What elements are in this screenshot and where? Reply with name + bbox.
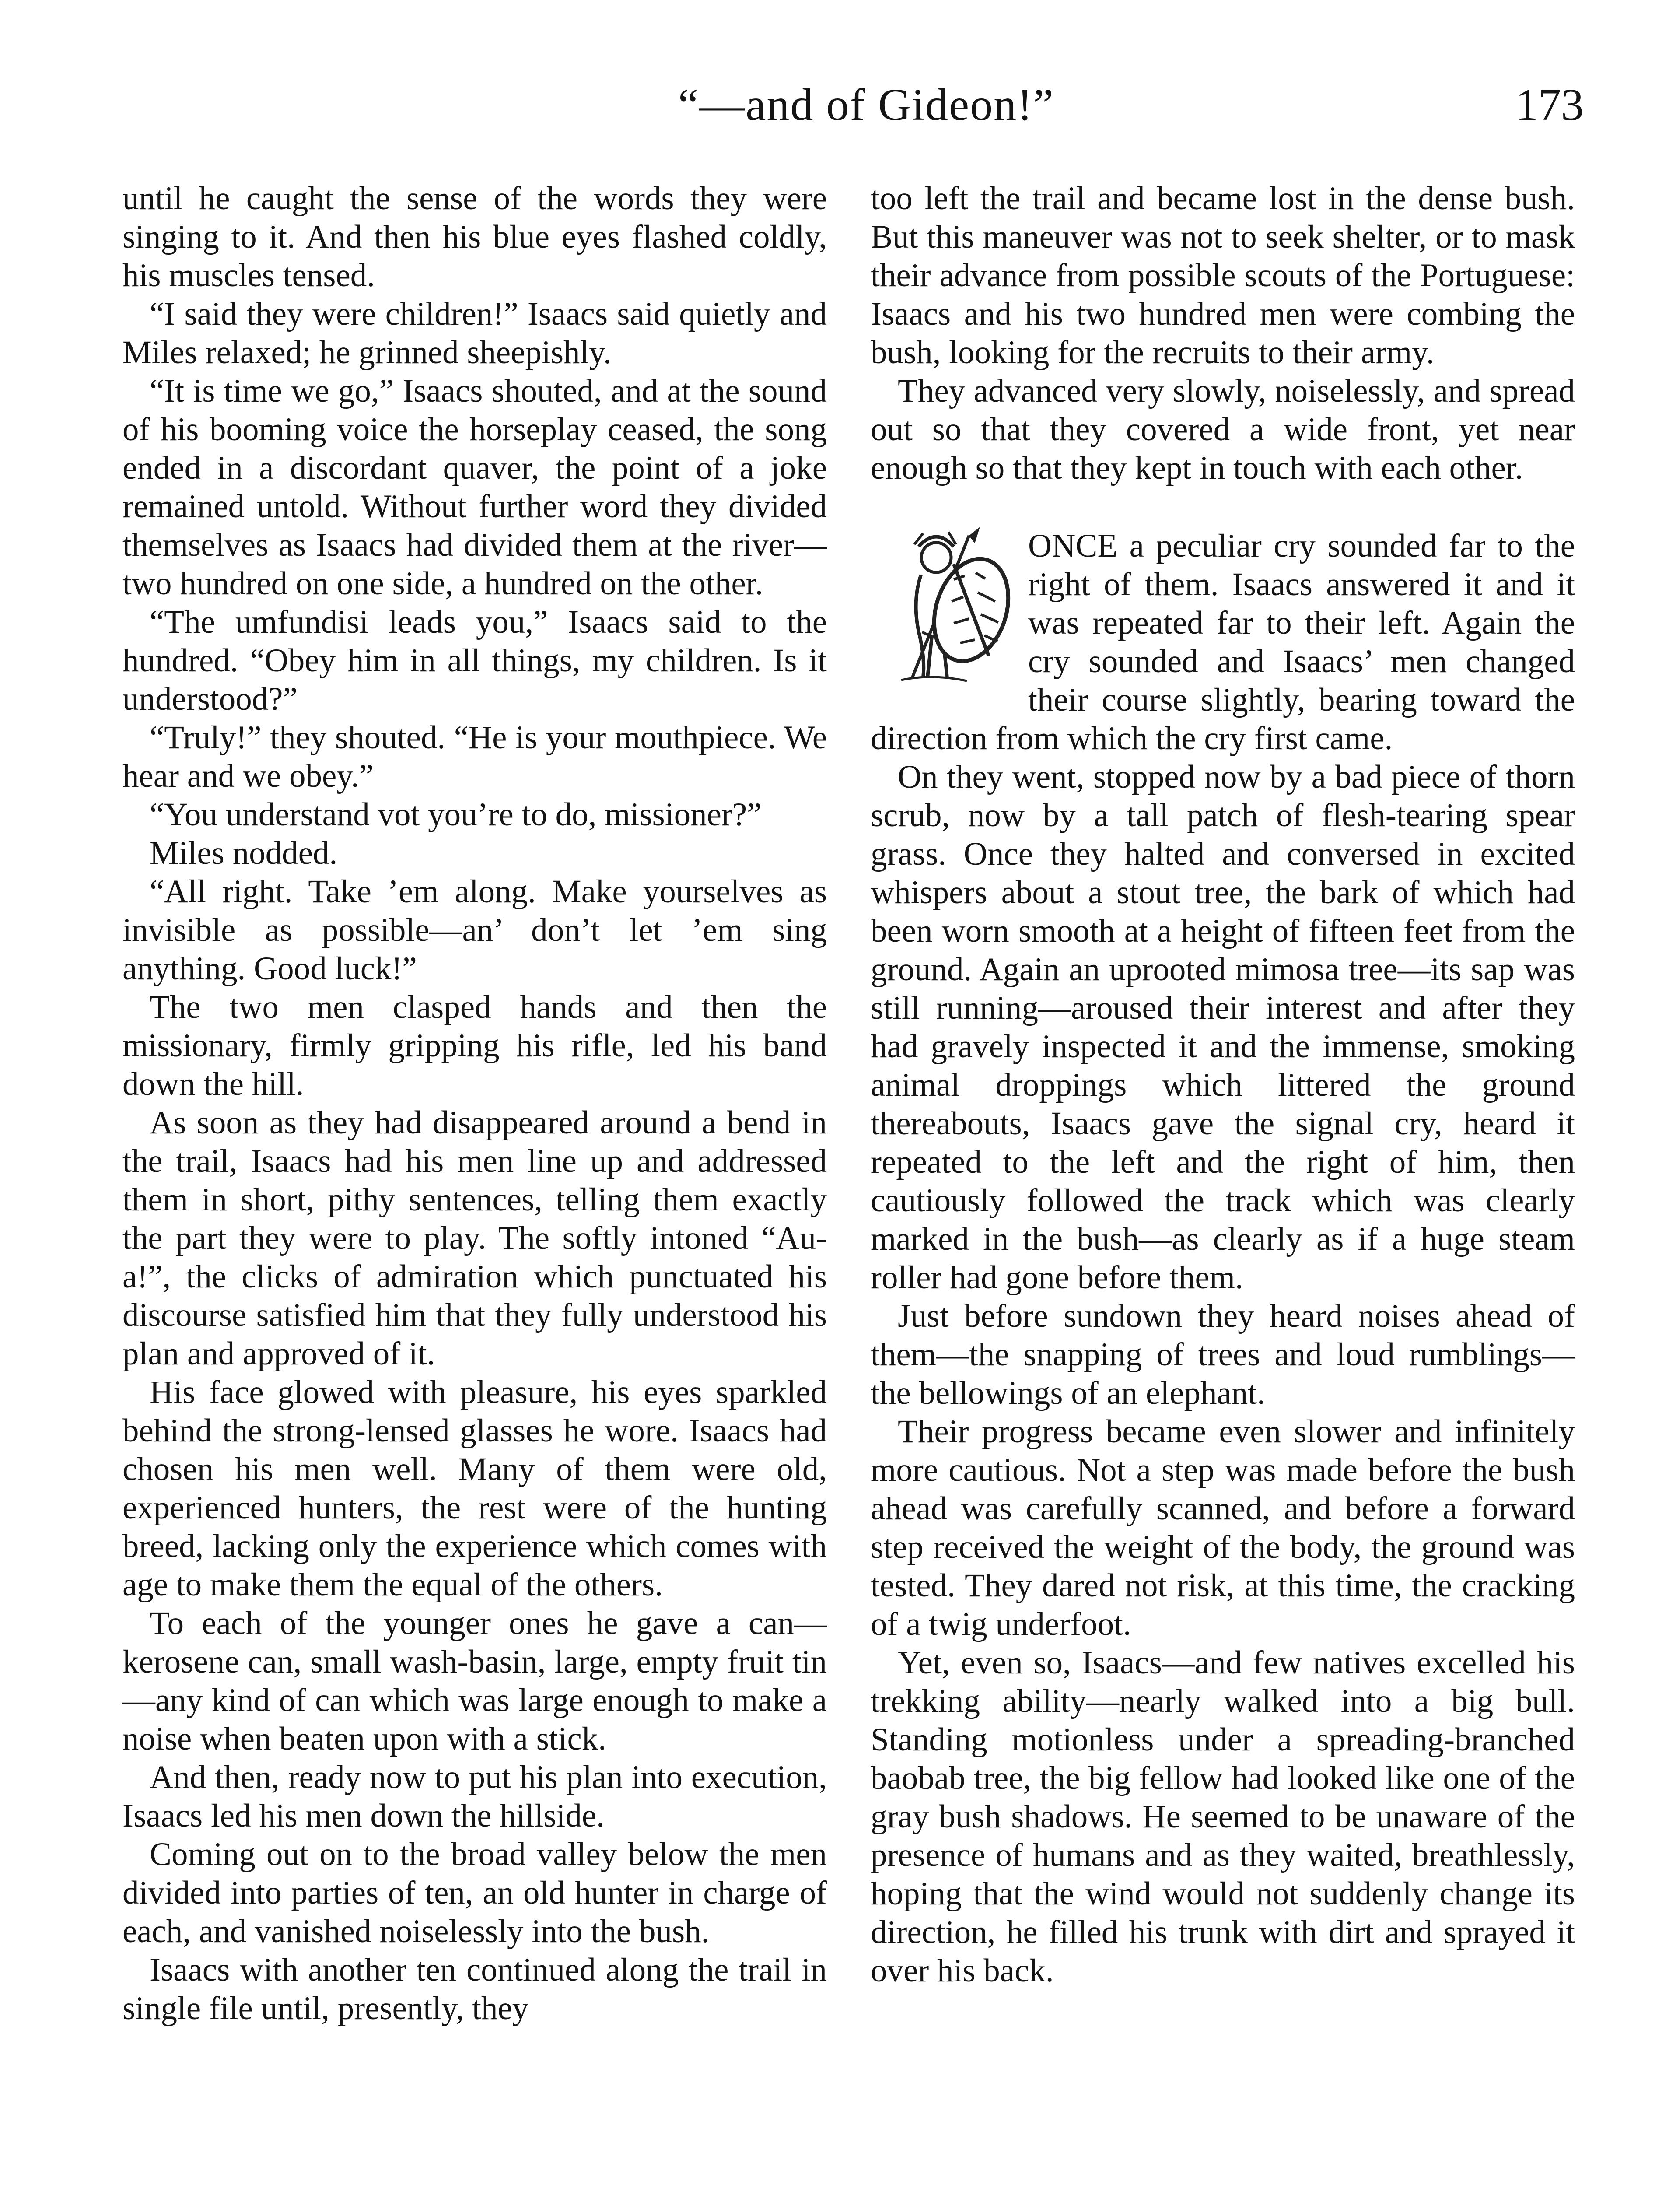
right-column [871, 179, 1575, 1990]
paragraph: And then, ready now to put his plan into execution, Isaacs led his men down the hillside. [122, 1759, 827, 1834]
page-header [0, 79, 1680, 158]
paragraph: To each of the younger ones he gave a can—kerosene can, small wash-basin, large, empty fruit tin—any kind of can which was large enough to make a noise when beaten upon with a stick. [122, 1605, 827, 1757]
page-number: 173 [1516, 80, 1584, 130]
left-column [122, 179, 827, 2028]
paragraph: Miles nodded. [150, 835, 338, 871]
dropcap-paragraph: ONCE a peculiar cry sounded far to the right of them. Isaacs answered it and it was repeated far to their left. Again the cry sounded and Isaacs’ men changed their course slightly, bearing toward the direction from which the cry first came. [871, 528, 1575, 757]
paragraph: His face glowed with pleasure, his eyes sparkled behind the strong-lensed glasses he wore. Isaacs had chosen his men well. Many of them were old, experienced hunters, the rest were of the hunting breed, lacking only the experience which comes with age to make them the equal of the others. [122, 1374, 827, 1603]
paragraph: Isaacs with another ten continued along the trail in single file until, presently, they [122, 1952, 827, 2027]
paragraph: The two men clasped hands and then the missionary, firmly gripping his rifle, led his band down the hill. [122, 989, 827, 1102]
running-title: “—and of Gideon!” [678, 80, 1054, 130]
paragraph: Just before sundown they heard noises ahead of them—the snapping of trees and loud rumblings—the bellowings of an elephant. [871, 1298, 1575, 1411]
paragraph: Yet, even so, Isaacs—and few natives excelled his trekking ability—nearly walked into a big bull. Standing motionless under a spreading-branched baobab tree, the big fellow had looked like one of the gray bush shadows. He seemed to be unaware of the presence of humans and as they waited, breathlessly, hoping that the wind would not suddenly change its direction, he filled his trunk with dirt and sprayed it over his back. [871, 1645, 1575, 1989]
paragraph: “All right. Take ’em along. Make yourselves as invisible as possible—an’ don’t let ’em sing anything. Good luck!” [122, 873, 827, 987]
paragraph: “I said they were children!” Isaacs said quietly and Miles relaxed; he grinned sheepishly. [122, 296, 827, 371]
paragraph: “Truly!” they shouted. “He is your mouthpiece. We hear and we obey.” [122, 719, 827, 794]
warrior-with-shield-icon [871, 527, 1019, 689]
paragraph: until he caught the sense of the words they were singing to it. And then his blue eyes flashed coldly, his muscles tensed. [122, 180, 827, 294]
paragraph: On they went, stopped now by a bad piece of thorn scrub, now by a tall patch of flesh-tearing spear grass. Once they halted and conversed in excited whispers about a stout tree, the bark of which had been worn smooth at a height of fifteen feet from the ground. Again an uprooted mimosa tree—its sap was still running—aroused their interest and after they had gravely inspected it and the immense, smoking animal droppings which littered the ground thereabouts, Isaacs gave the signal cry, heard it repeated to the left and the right of him, then cautiously followed the track which was clearly marked in the bush—as clearly as if a huge steam roller had gone before them. [871, 759, 1575, 1296]
paragraph: Coming out on to the broad valley below the men divided into parties of ten, an old hunter in charge of each, and vanished noiselessly into the bush. [122, 1836, 827, 1950]
paragraph: Their progress became even slower and infinitely more cautious. Not a step was made before the bush ahead was carefully scanned, and before a forward step received the weight of the body, the ground was tested. They dared not risk, at this time, the cracking of a twig underfoot. [871, 1413, 1575, 1642]
paragraph: “The umfundisi leads you,” Isaacs said to the hundred. “Obey him in all things, my children. Is it understood?” [122, 604, 827, 717]
paragraph: “You understand vot you’re to do, missioner?” [150, 796, 762, 833]
dropcap-section [871, 527, 1575, 758]
paragraph: As soon as they had disappeared around a bend in the trail, Isaacs had his men line up and addressed them in short, pithy sentences, telling them exactly the part they were to play. The softly intoned “Au-a!”, the clicks of admiration which punctuated his discourse satisfied him that they fully understood his plan and approved of it. [122, 1105, 827, 1372]
paragraph: too left the trail and became lost in the dense bush. But this maneuver was not to seek shelter, or to mask their advance from possible scouts of the Portuguese: Isaacs and his two hundred men were combing the bush, looking for the recruits to their army. [871, 180, 1575, 371]
paragraph: They advanced very slowly, noiselessly, and spread out so that they covered a wide front, yet near enough so that they kept in touch with each other. [871, 373, 1575, 486]
paragraph: “It is time we go,” Isaacs shouted, and at the sound of his booming voice the horseplay ceased, the song ended in a discordant quaver, the point of a joke remained untold. Without further word they divided themselves as Isaacs had divided them at the river—two hundred on one side, a hundred on the other. [122, 373, 827, 602]
